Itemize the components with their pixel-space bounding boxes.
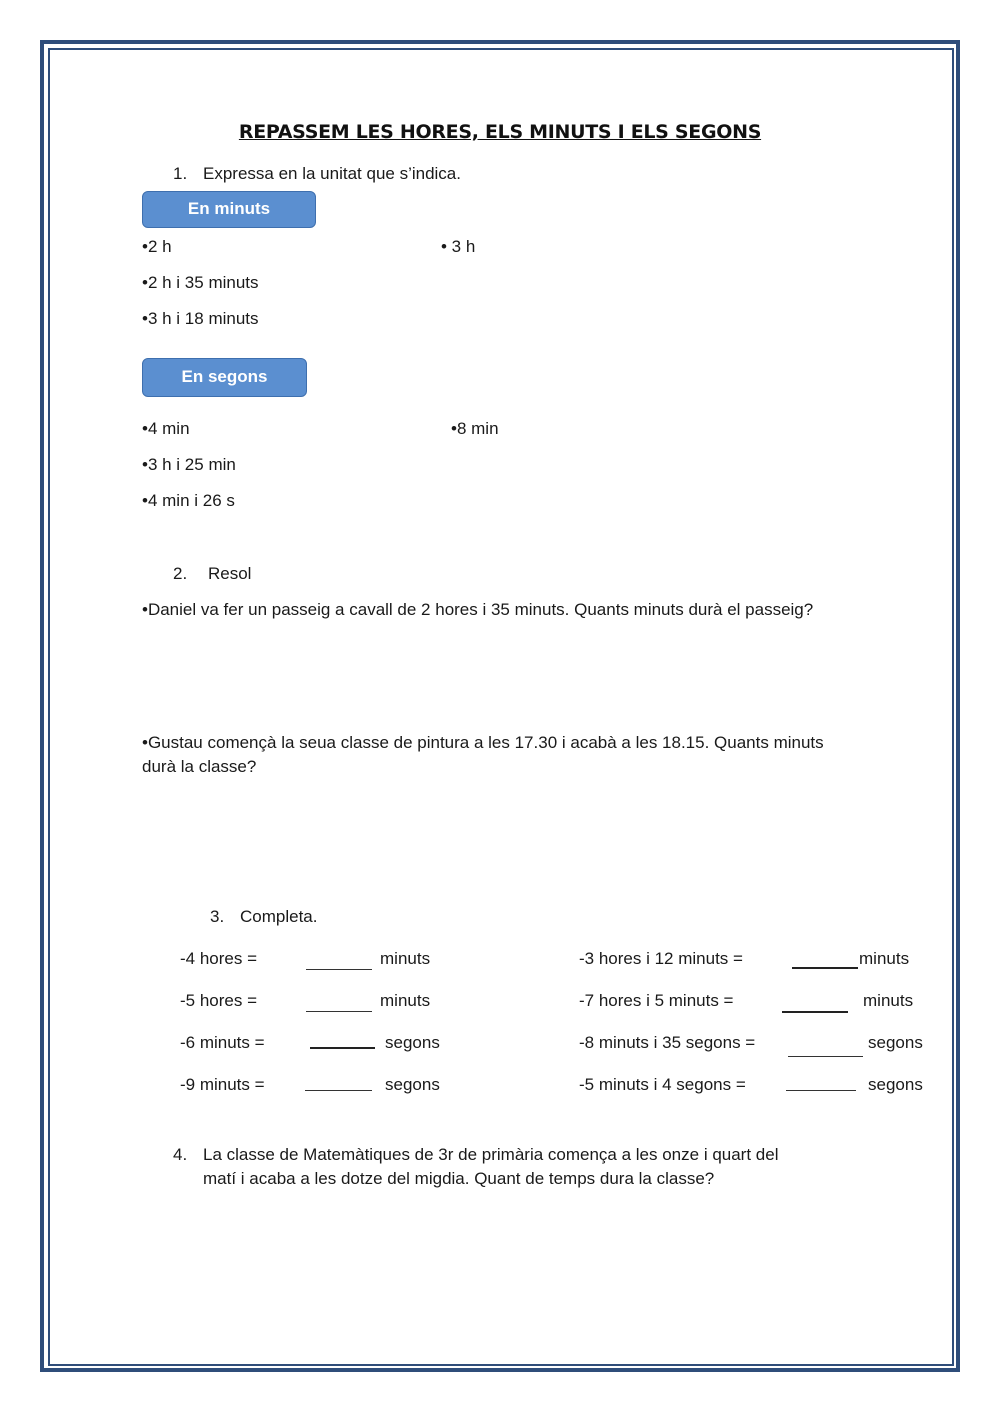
q2-problem-gustau: •Gustau començà la seua classe de pintura a les 17.30 i acabà a les 18.15. Quants minuts durà la classe? (142, 733, 824, 776)
q3-expression: -6 minuts = (180, 1033, 265, 1052)
q3-unit: minuts (859, 949, 910, 968)
q1-item: •4 min i 26 s (142, 491, 235, 510)
q3-unit: segons (868, 1075, 923, 1094)
q3-unit: segons (868, 1033, 923, 1052)
answer-blank[interactable] (306, 969, 372, 970)
q3-expression: -5 minuts i 4 segons = (579, 1075, 746, 1094)
q3-expression: -3 hores i 12 minuts = (579, 949, 743, 968)
answer-blank[interactable] (782, 1011, 848, 1013)
q1-number: 1. (173, 164, 188, 183)
q1-item: •2 h (142, 237, 172, 256)
answer-blank[interactable] (792, 967, 858, 969)
q1-instruction: Expressa en la unitat que s’indica. (203, 164, 461, 183)
q4-number: 4. (173, 1145, 188, 1164)
worksheet-title: REPASSEM LES HORES, ELS MINUTS I ELS SEGONS (238, 121, 762, 143)
q2-problem-daniel: •Daniel va fer un passeig a cavall de 2 hores i 35 minuts. Quants minuts durà el passeig? (142, 600, 814, 619)
q3-expression: -4 hores = (180, 949, 258, 968)
q1-item: •2 h i 35 minuts (142, 273, 259, 292)
q3-unit: minuts (863, 991, 914, 1010)
q4-problem: La classe de Matemàtiques de 3r de primària comença a les onze i quart del matí i acaba a les dotze del migdia. Quant de temps dura la classe? (203, 1145, 779, 1188)
q3-expression: -7 hores i 5 minuts = (579, 991, 734, 1010)
answer-blank[interactable] (788, 1056, 863, 1057)
q3-unit: minuts (380, 991, 431, 1010)
q3-unit: segons (385, 1075, 440, 1094)
q1-item: •3 h i 25 min (142, 455, 236, 474)
answer-blank[interactable] (306, 1011, 372, 1012)
q1-item: •3 h i 18 minuts (142, 309, 259, 328)
answer-blank[interactable] (786, 1090, 856, 1091)
q1-item: •8 min (451, 419, 499, 438)
q1-item: • 3 h (441, 237, 476, 256)
label-en-segons: En segons (142, 358, 307, 397)
q3-unit: minuts (380, 949, 431, 968)
answer-blank[interactable] (310, 1047, 375, 1049)
q3-unit: segons (385, 1033, 440, 1052)
q3-expression: -9 minuts = (180, 1075, 265, 1094)
answer-blank[interactable] (305, 1090, 372, 1091)
q1-item: •4 min (142, 419, 190, 438)
label-en-minuts: En minuts (142, 191, 316, 228)
q2-instruction: Resol (208, 564, 252, 583)
q3-instruction: Completa. (240, 907, 318, 926)
q3-number: 3. (210, 907, 225, 926)
q3-expression: -8 minuts i 35 segons = (579, 1033, 756, 1052)
q3-expression: -5 hores = (180, 991, 258, 1010)
q2-number: 2. (173, 564, 188, 583)
